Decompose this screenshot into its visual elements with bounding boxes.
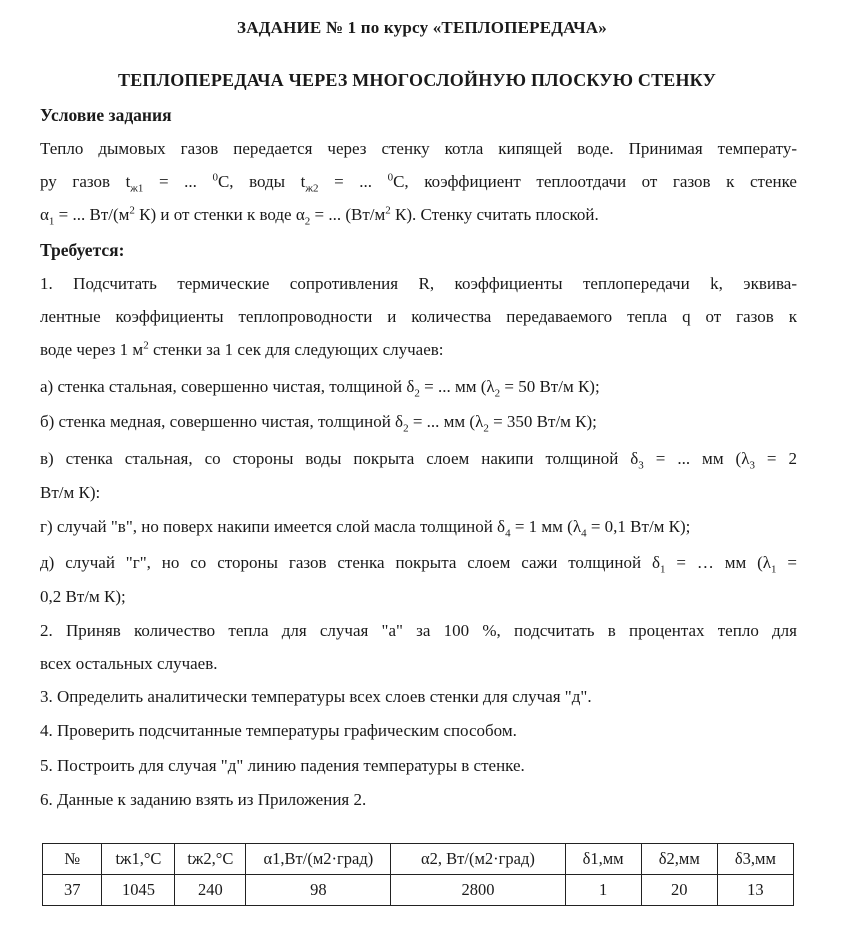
- table-header: δ2,мм: [641, 844, 717, 875]
- data-table: [42, 843, 794, 906]
- item-v-line-1: в) стенка стальная, со стороны воды покрыта слоем накипи толщиной $\delta_3$ = ... мм ($\lambda_3 = 2$: [40, 449, 797, 472]
- condition-line-3: $\alpha_1$ = ... $Вт/(м^2$ К) и от стенки к воде $\alpha_2$ = ... ($Вт/м^2$ К). Стенку считать плоской.: [40, 204, 599, 228]
- item-3: 3. Определить аналитически температуры всех слоев стенки для случая "д".: [40, 687, 592, 706]
- table-cell: 98: [246, 875, 391, 906]
- table-header: α2, Вт/(м2·град): [391, 844, 565, 875]
- condition-heading: Условие задания: [40, 105, 172, 125]
- document-title: ЗАДАНИЕ № 1 по курсу «ТЕПЛОПЕРЕДАЧА»: [237, 18, 607, 37]
- item-2-line-2: всех остальных случаев.: [40, 654, 218, 673]
- table-header: №: [43, 844, 102, 875]
- table-row: [43, 875, 794, 906]
- item-1-line-1: 1. Подсчитать термические сопротивления R, коэффициенты теплопередачи k, эквива-: [40, 274, 797, 293]
- table-cell: 20: [641, 875, 717, 906]
- table-header-row: [43, 844, 794, 875]
- condition-line-1: Тепло дымовых газов передается через стенку котла кипящей воде. Принимая температу-: [40, 139, 797, 158]
- table-cell: 1: [565, 875, 641, 906]
- item-d-line-1: д) случай "г", но со стороны газов стенка покрыта слоем сажи толщиной $\delta_1$ = … мм ($\lambda_1$ =: [40, 553, 798, 576]
- item-2-line-1: 2. Приняв количество тепла для случая "а" за 100 %, подсчитать в процентах тепло для: [40, 621, 797, 640]
- item-1-line-2: лентные коэффициенты теплопроводности и количества передаваемого тепла q от газов к: [40, 307, 797, 326]
- table-cell: 13: [717, 875, 793, 906]
- item-v-line-2: Вт/м К):: [40, 483, 101, 502]
- item-4: 4. Проверить подсчитанные температуры графическим способом.: [40, 721, 517, 740]
- table-cell: 240: [175, 875, 246, 906]
- table-header: δ3,мм: [717, 844, 793, 875]
- table-header: α1,Вт/(м2·град): [246, 844, 391, 875]
- item-d-line-2: 0,2 Вт/м К);: [40, 587, 126, 606]
- item-b: б) стенка медная, совершенно чистая, толщиной $\delta_2$ = ... мм ($\lambda_2 = 350$ Вт/м К);: [40, 412, 597, 435]
- item-6: 6. Данные к заданию взять из Приложения 2.: [40, 790, 367, 809]
- table-header: tж2,°С: [175, 844, 246, 875]
- document-subtitle: ТЕПЛОПЕРЕДАЧА ЧЕРЕЗ МНОГОСЛОЙНУЮ ПЛОСКУЮ СТЕНКУ: [117, 70, 716, 90]
- table-header: tж1,°С: [102, 844, 175, 875]
- item-5: 5. Построить для случая "д" линию падения температуры в стенке.: [40, 756, 525, 775]
- required-heading: Требуется:: [40, 240, 125, 260]
- table-cell: 2800: [391, 875, 565, 906]
- item-a: а) стенка стальная, совершенно чистая, толщиной $\delta_2$ = ... мм ($\lambda_2 = 50$ Вт/м К);: [40, 377, 600, 400]
- table-cell: 37: [43, 875, 102, 906]
- table-cell: 1045: [102, 875, 175, 906]
- item-g: г) случай "в", но поверх накипи имеется слой масла толщиной $\delta_4 = 1$ мм ($\lambda_4 = 0,1$ Вт/м К);: [40, 517, 691, 540]
- item-1-line-3: воде через 1 $м^2$ стенки за 1 сек для следующих случаев:: [40, 339, 444, 359]
- table-header: δ1,мм: [565, 844, 641, 875]
- condition-line-2: ру газов $t_{ж1}$ = ... $^0$С, воды $t_{ж2}$ = ... $^0$С, коэффициент теплоотдачи от газов к стенке: [40, 171, 797, 195]
